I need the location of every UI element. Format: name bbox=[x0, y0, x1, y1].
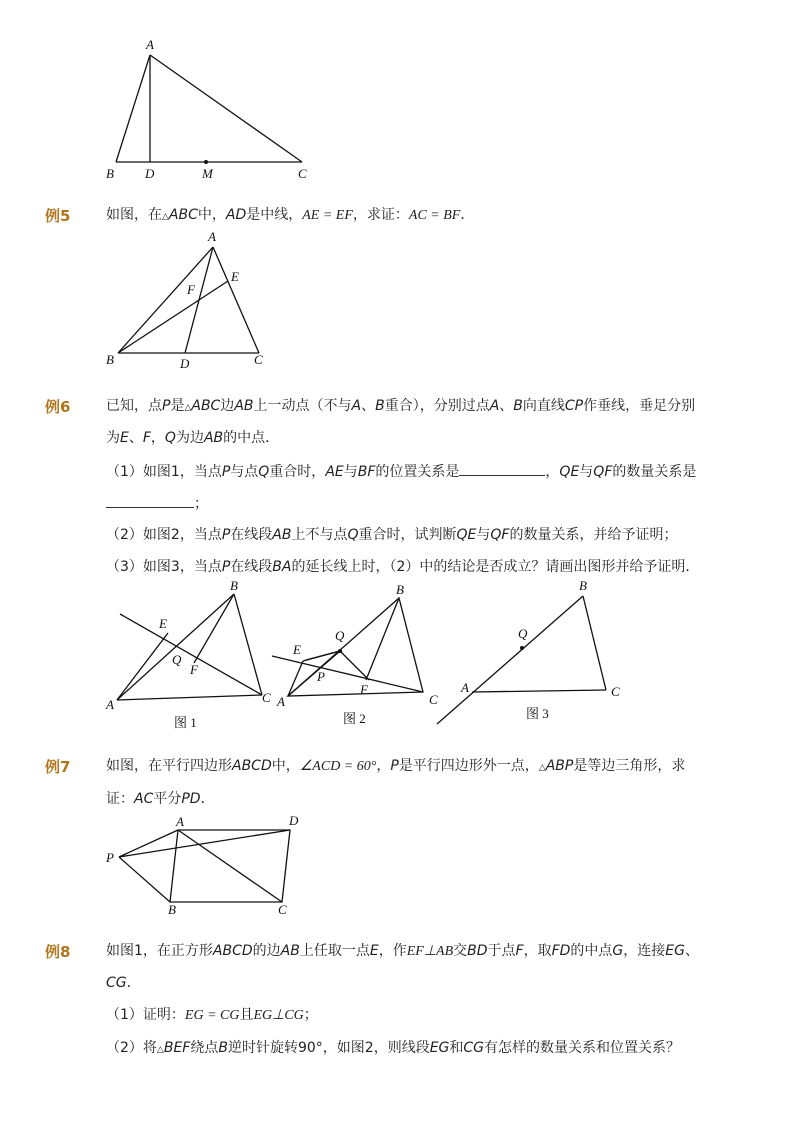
text: 是等边三角形，求 bbox=[573, 758, 686, 774]
text: BEF bbox=[163, 1040, 191, 1056]
text: F bbox=[142, 430, 151, 446]
point-label-a: A bbox=[461, 680, 469, 695]
text: （1）证明： bbox=[106, 1007, 185, 1023]
text: ． bbox=[126, 975, 141, 991]
text: 证： bbox=[106, 791, 134, 807]
example-number: 例5 bbox=[45, 207, 71, 225]
text: AC bbox=[134, 791, 154, 807]
point-label-f: F bbox=[187, 282, 195, 297]
text: AD bbox=[225, 207, 247, 223]
text: 于点 bbox=[487, 943, 516, 959]
text: 为边 bbox=[175, 430, 204, 446]
text: ABP bbox=[545, 758, 574, 774]
text: 的位置关系是 bbox=[375, 464, 460, 480]
text: 作垂线，垂足分别 bbox=[583, 398, 696, 414]
text: EG bbox=[665, 943, 685, 959]
point-label-a: A bbox=[106, 697, 114, 712]
text: ，作 bbox=[378, 943, 407, 959]
math: AE = EF bbox=[302, 208, 353, 223]
text: 与 bbox=[579, 464, 594, 480]
text: FD bbox=[551, 943, 571, 959]
text: B bbox=[218, 1040, 228, 1056]
text: 的数量关系，并给予证明； bbox=[509, 527, 678, 543]
text: 的延长线上时，（2）中的结论是否成立？请画出图形并给予证明． bbox=[291, 559, 700, 575]
example-number: 例7 bbox=[45, 758, 71, 776]
triangle-symbol: △ bbox=[162, 212, 169, 222]
text: EG bbox=[429, 1040, 450, 1056]
math: AC = BF bbox=[408, 208, 461, 223]
text: CP bbox=[564, 398, 584, 414]
text: BA bbox=[272, 559, 292, 575]
text: （1）如图1，当点 bbox=[106, 464, 222, 480]
text: ， bbox=[150, 430, 165, 446]
text: A bbox=[489, 398, 500, 414]
text: 上不与点 bbox=[291, 527, 348, 543]
text: 的中点 bbox=[570, 943, 613, 959]
example-8-question-2 bbox=[106, 1038, 680, 1060]
text: ABCD bbox=[232, 758, 272, 774]
text: 在线段 bbox=[230, 527, 273, 543]
point-label-p: P bbox=[106, 850, 114, 865]
text: P bbox=[390, 758, 399, 774]
text: 、 bbox=[128, 430, 143, 446]
text: BF bbox=[357, 464, 376, 480]
text: Q bbox=[347, 527, 359, 543]
text: QF bbox=[593, 464, 613, 480]
math: EF⊥AB bbox=[406, 944, 454, 959]
text: 重合），分别过点 bbox=[384, 398, 490, 414]
text: 重合时， bbox=[269, 464, 326, 480]
text: ，连接 bbox=[623, 943, 666, 959]
text: AE bbox=[325, 464, 344, 480]
text: AB bbox=[203, 430, 224, 446]
example-8-line-2 bbox=[106, 973, 141, 993]
text: 的数量关系是 bbox=[612, 464, 697, 480]
triangle-symbol: △ bbox=[538, 763, 546, 773]
text: 、 bbox=[499, 398, 514, 414]
point-label-c: C bbox=[278, 902, 287, 917]
text: 在线段 bbox=[230, 559, 273, 575]
text: P bbox=[221, 559, 231, 575]
text: 是 bbox=[170, 398, 185, 414]
text: 与 bbox=[343, 464, 358, 480]
point-label-d: D bbox=[145, 166, 155, 181]
text: E bbox=[120, 430, 129, 446]
point-label-c: C bbox=[254, 352, 263, 367]
text: ， bbox=[376, 758, 391, 774]
text: 的边 bbox=[252, 943, 281, 959]
text: CG bbox=[463, 1040, 485, 1056]
math: ∠ACD = 60° bbox=[299, 759, 377, 774]
text: ； bbox=[194, 496, 208, 512]
text: ． bbox=[460, 207, 475, 223]
text: ABCD bbox=[212, 943, 253, 959]
point-label-b: B bbox=[106, 352, 114, 367]
point-label-c: C bbox=[429, 692, 438, 707]
point-label-a: A bbox=[208, 229, 216, 244]
point-label-m: M bbox=[202, 166, 213, 181]
point-label-f: F bbox=[190, 662, 198, 677]
text: 为 bbox=[106, 430, 120, 446]
text: 是中线， bbox=[246, 207, 303, 223]
text: 如图，在平行四边形 bbox=[106, 758, 232, 774]
triangle-symbol: △ bbox=[156, 1045, 164, 1055]
text: ． bbox=[200, 791, 215, 807]
figure-caption: 图 1 bbox=[174, 715, 197, 730]
point-label-q: Q bbox=[335, 628, 345, 643]
figure-caption: 图 2 bbox=[343, 711, 366, 726]
text: 交 bbox=[453, 943, 468, 959]
point-label-q: Q bbox=[172, 652, 182, 667]
point-label-q: Q bbox=[518, 626, 528, 641]
math: EG = CG bbox=[184, 1008, 240, 1023]
text: 如图1，在正方形 bbox=[106, 943, 213, 959]
text: 上一动点（不与 bbox=[253, 398, 352, 414]
text: 和 bbox=[449, 1040, 464, 1056]
text: 且 bbox=[239, 1007, 254, 1023]
point-label-b: B bbox=[106, 166, 114, 181]
text: B bbox=[513, 398, 523, 414]
point-label-a: A bbox=[146, 37, 154, 52]
text: 逆时针旋转90°，如图2，则线段 bbox=[227, 1040, 430, 1056]
text: G bbox=[612, 943, 624, 959]
text: AB bbox=[280, 943, 300, 959]
text: P bbox=[221, 527, 231, 543]
text: QE bbox=[456, 527, 477, 543]
text: 如图，在 bbox=[106, 207, 162, 223]
point-label-b: B bbox=[168, 902, 176, 917]
math: EG⊥CG bbox=[253, 1008, 304, 1023]
text: ， bbox=[545, 464, 560, 480]
figure-caption: 图 3 bbox=[526, 706, 549, 721]
text: 上任取一点 bbox=[299, 943, 370, 959]
text: （2）将 bbox=[106, 1040, 157, 1056]
point-label-c: C bbox=[298, 166, 307, 181]
text: （2）如图2，当点 bbox=[106, 527, 222, 543]
text: 平分 bbox=[153, 791, 182, 807]
text: B bbox=[375, 398, 385, 414]
text: 中， bbox=[271, 758, 300, 774]
text: P bbox=[162, 398, 171, 414]
text: ，求证： bbox=[352, 207, 409, 223]
text: ABC bbox=[191, 398, 221, 414]
text: 的中点． bbox=[223, 430, 280, 446]
point-label-b: B bbox=[396, 582, 404, 597]
text: 重合时，试判断 bbox=[358, 527, 457, 543]
text: Q bbox=[164, 430, 176, 446]
text: BD bbox=[467, 943, 488, 959]
example-8-question-1 bbox=[106, 1005, 318, 1026]
triangle-symbol: △ bbox=[184, 403, 192, 413]
text: ABC bbox=[168, 207, 198, 223]
text: 与点 bbox=[230, 464, 259, 480]
text: 已知，点 bbox=[106, 398, 162, 414]
point-label-e: E bbox=[231, 269, 239, 284]
text: 绕点 bbox=[190, 1040, 219, 1056]
text: 有怎样的数量关系和位置关系？ bbox=[484, 1040, 681, 1056]
text: CG bbox=[106, 975, 127, 991]
example-number: 例6 bbox=[45, 398, 71, 416]
text: AB bbox=[234, 398, 254, 414]
text: 、 bbox=[361, 398, 376, 414]
point-label-f: F bbox=[360, 682, 368, 697]
point-label-a: A bbox=[176, 814, 184, 829]
text: E bbox=[369, 943, 379, 959]
text: QF bbox=[490, 527, 510, 543]
point-label-e: E bbox=[293, 642, 301, 657]
text: F bbox=[515, 943, 524, 959]
text: 中， bbox=[197, 207, 226, 223]
text: 是平行四边形外一点， bbox=[398, 758, 539, 774]
point-label-b: B bbox=[230, 578, 238, 593]
text: 与 bbox=[476, 527, 491, 543]
text: A bbox=[351, 398, 362, 414]
text: Q bbox=[258, 464, 270, 480]
text: P bbox=[221, 464, 231, 480]
point-label-e: E bbox=[159, 616, 167, 631]
example-number: 例8 bbox=[45, 943, 71, 961]
text: （3）如图3，当点 bbox=[106, 559, 222, 575]
text: AB bbox=[272, 527, 292, 543]
point-label-d: D bbox=[180, 356, 190, 371]
text: 、 bbox=[684, 943, 699, 959]
point-label-p: P bbox=[317, 669, 325, 684]
point-label-a: A bbox=[277, 694, 285, 709]
point-label-b: B bbox=[579, 578, 587, 593]
text: QE bbox=[559, 464, 580, 480]
example-8-line-1 bbox=[106, 941, 699, 962]
point-label-c: C bbox=[611, 684, 620, 699]
text: 边 bbox=[220, 398, 235, 414]
text: ； bbox=[303, 1007, 318, 1023]
text: 向直线 bbox=[522, 398, 565, 414]
point-label-c: C bbox=[262, 690, 271, 705]
text: ，取 bbox=[523, 943, 552, 959]
text: PD bbox=[181, 791, 201, 807]
point-label-d: D bbox=[289, 813, 299, 828]
